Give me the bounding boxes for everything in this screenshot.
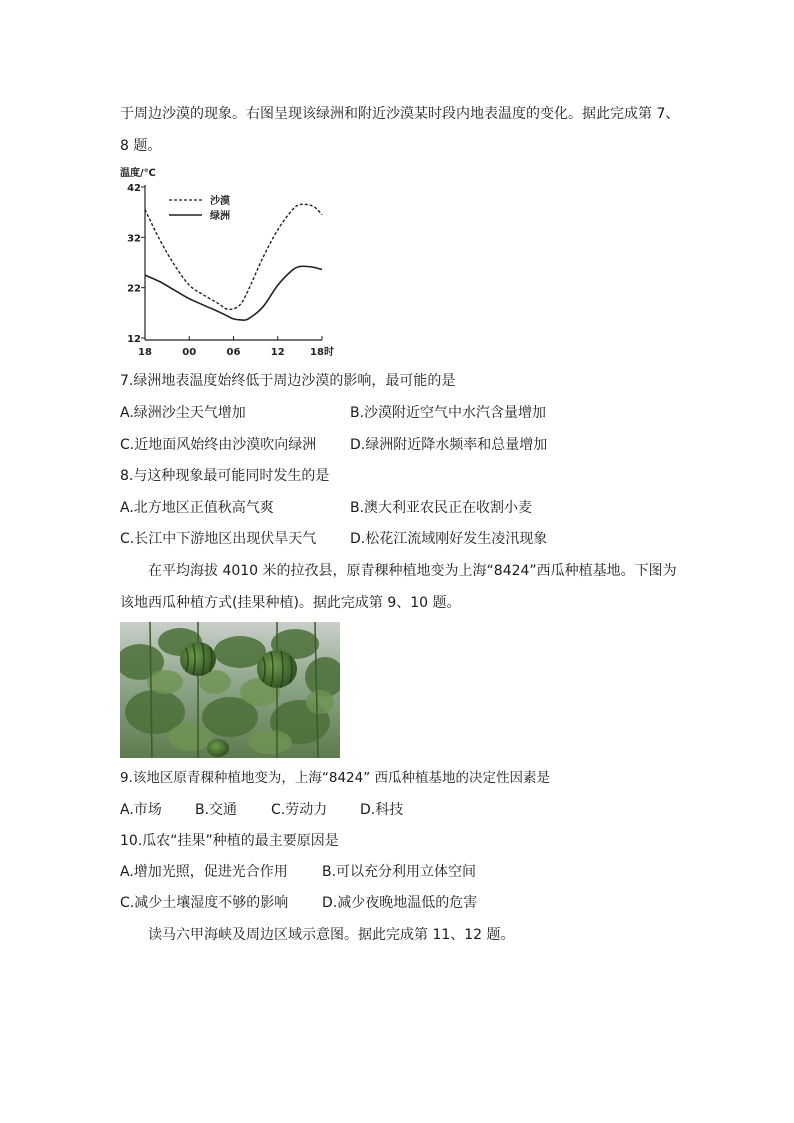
q9-option-b: B.交通	[195, 802, 238, 818]
q8-option-c: C.长江中下游地区出现伏旱天气	[120, 531, 317, 547]
q7-stem: 7.绿洲地表温度始终低于周边沙漠的影响，最可能的是	[120, 373, 456, 389]
intro-line-2: 8 题。	[120, 138, 162, 154]
q8-option-d: D.松花江流域刚好发生凌汛现象	[350, 531, 548, 547]
q7-option-d: D.绿洲附近降水频率和总量增加	[350, 437, 548, 453]
chart-ylabel: 温度/℃	[120, 168, 156, 179]
q7-option-a: A.绿洲沙尘天气增加	[120, 405, 246, 421]
passage2-line-2: 该地西瓜种植方式(挂果种植)。据此完成第 9、10 题。	[120, 595, 461, 611]
intro-line-1: 于周边沙漠的现象。右图呈现该绿洲和附近沙漠某时段内地表温度的变化。据此完成第 7、	[120, 106, 680, 122]
legend-desert-label: 沙漠	[210, 196, 230, 207]
y-tick-label: 42	[127, 183, 141, 194]
passage2-line-1: 在平均海拔 4010 米的拉孜县，原青稞种植地变为上海“8424”西瓜种植基地。下图为	[148, 563, 677, 579]
q10-option-a: A.增加光照，促进光合作用	[120, 864, 288, 880]
x-tick-label: 12	[270, 347, 285, 358]
desert-temperature-line	[145, 204, 322, 309]
x-tick-label: 00	[182, 347, 197, 358]
q10-option-d: D.减少夜晚地温低的危害	[322, 895, 478, 911]
passage3-line-1: 读马六甲海峡及周边区域示意图。据此完成第 11、12 题。	[148, 927, 515, 943]
temperature-chart	[112, 165, 352, 360]
q8-stem: 8.与这种现象最可能同时发生的是	[120, 468, 330, 484]
q10-option-b: B.可以充分利用立体空间	[322, 864, 477, 880]
x-tick-label: 18	[138, 347, 152, 358]
oasis-temperature-line	[145, 266, 322, 320]
q7-option-b: B.沙漠附近空气中水汽含量增加	[350, 405, 547, 421]
q7-option-c: C.近地面风始终由沙漠吹向绿洲	[120, 437, 317, 453]
q9-option-d: D.科技	[360, 802, 404, 818]
q10-stem: 10.瓜农“挂果”种植的最主要原因是	[120, 833, 339, 849]
x-tick-label: 18时	[310, 347, 334, 358]
y-tick-label: 12	[127, 334, 141, 345]
q8-option-a: A.北方地区正值秋高气爽	[120, 500, 274, 516]
legend-oasis-label: 绿洲	[210, 211, 230, 222]
q9-stem: 9.该地区原青稞种植地变为，上海“8424” 西瓜种植基地的决定性因素是	[120, 770, 551, 786]
q9-option-c: C.劳动力	[271, 802, 328, 818]
q10-option-c: C.减少土壤湿度不够的影响	[120, 895, 289, 911]
y-tick-label: 22	[127, 283, 141, 295]
watermelon-photo	[120, 622, 340, 758]
q8-option-b: B.澳大利亚农民正在收割小麦	[350, 500, 533, 516]
x-tick-label: 06	[226, 347, 241, 358]
y-tick-label: 32	[127, 233, 141, 245]
q9-option-a: A.市场	[120, 802, 162, 818]
